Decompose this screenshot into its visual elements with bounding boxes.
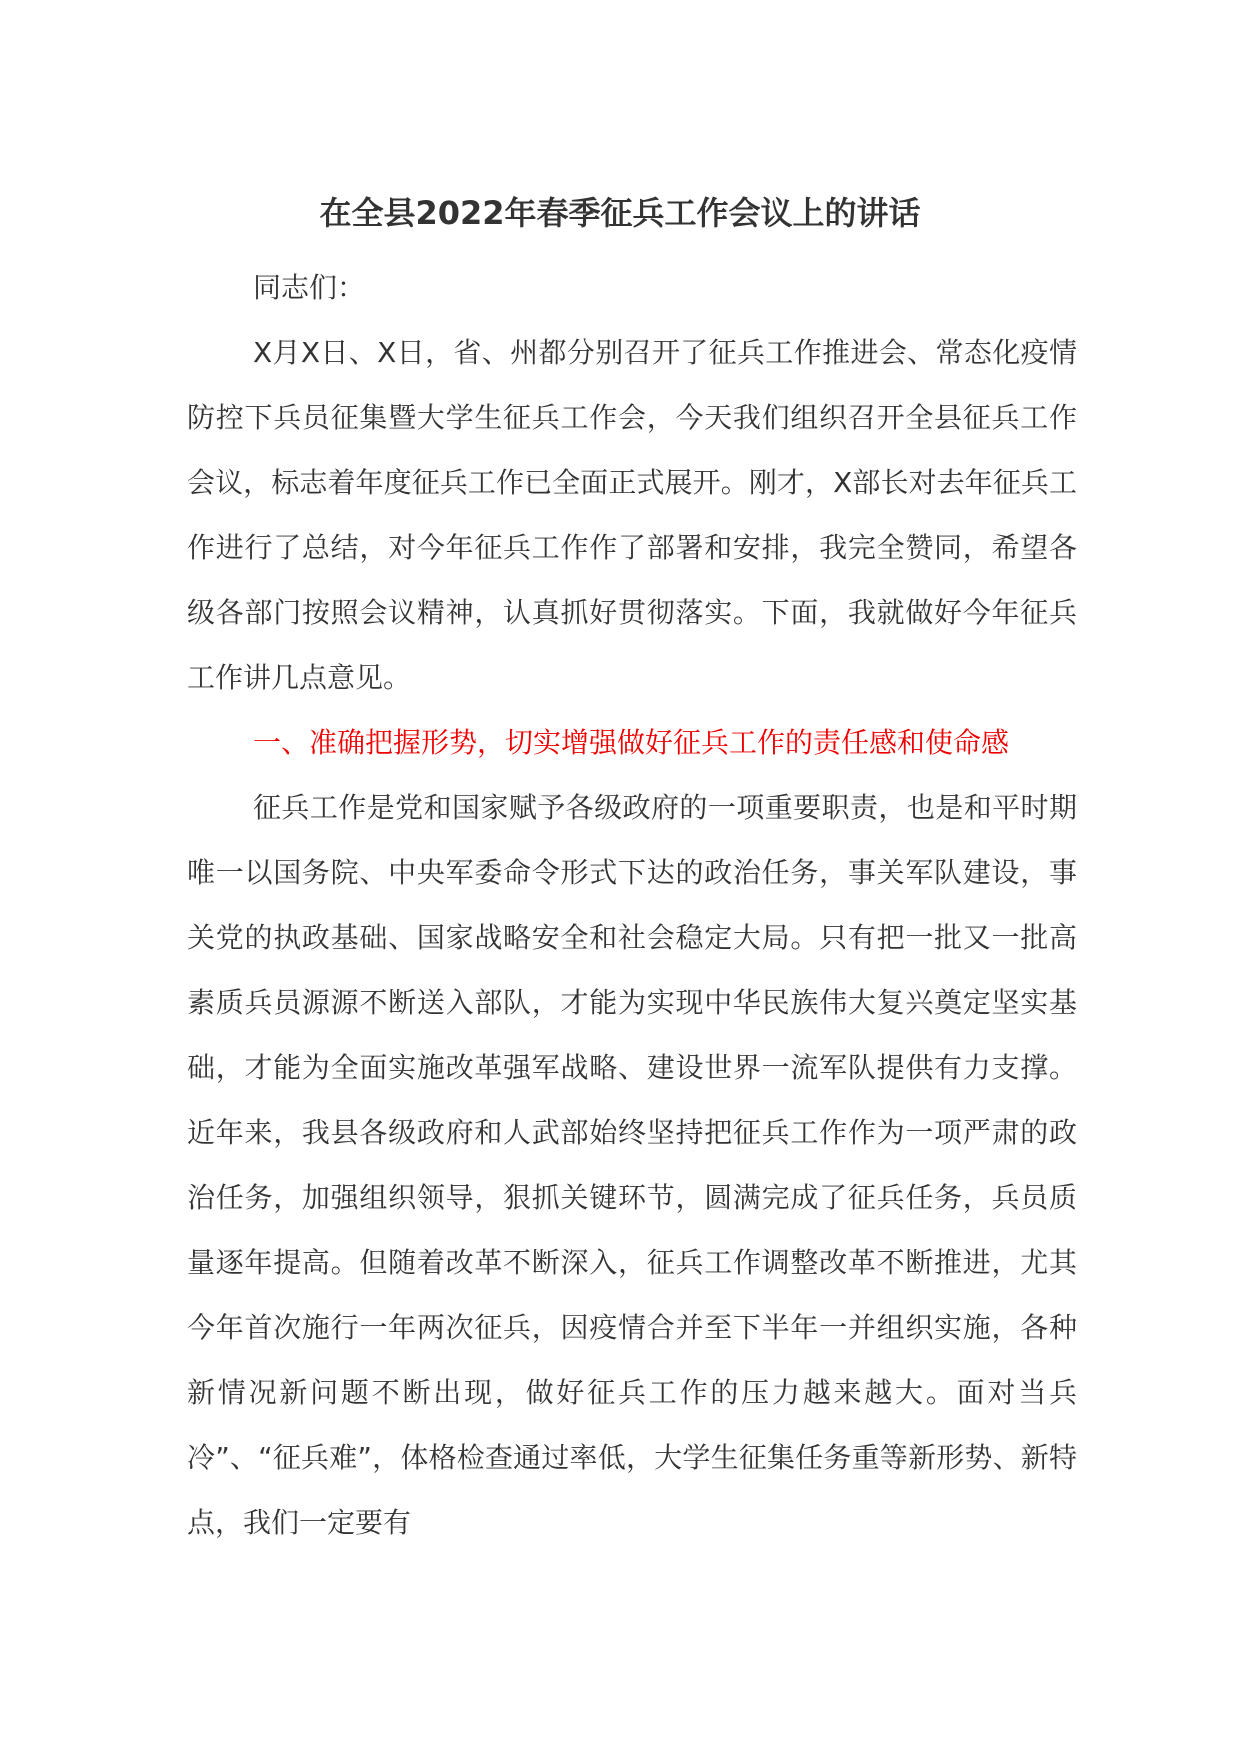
section-paragraph: 征兵工作是党和国家赋予各级政府的一项重要职责，也是和平时期唯一以国务院、中央军委命令形式下达的政治任务，事关军队建设，事关党的执政基础、国家战略安全和社会稳定大局。只有把一批又一批高素质兵员源源不断送入部队，才能为实现中华民族伟大复兴奠定坚实基础，才能为全面实施改革强军战略、建设世界一流军队提供有力支撑。近年来，我县各级政府和人武部始终坚持把征兵工作作为一项严肃的政治任务，加强组织领导，狠抓关键环节，圆满完成了征兵任务，兵员质量逐年提高。但随着改革不断深入，征兵工作调整改革不断推进，尤其今年首次施行一年两次征兵，因疫情合并至下半年一并组织实施，各种新情况新问题不断出现，做好征兵工作的压力越来越大。面对当兵冷”、“征兵难”，体格检查通过率低，大学生征集任务重等新形势、新特点，我们一定要有 bbox=[187, 791, 1077, 1539]
document-body bbox=[187, 255, 1077, 1555]
intro-paragraph: X月X日、X日，省、州都分别召开了征兵工作推进会、常态化疫情防控下兵员征集暨大学生征兵工作会，今天我们组织召开全县征兵工作会议，标志着年度征兵工作已全面正式展开。刚才，X部长对去年征兵工作进行了总结，对今年征兵工作作了部署和安排，我完全赞同，希望各级各部门按照会议精神，认真抓好贯彻落实。下面，我就做好今年征兵工作讲几点意见。 bbox=[187, 336, 1077, 694]
salutation: 同志们： bbox=[253, 271, 366, 304]
document-title: 在全县2022年春季征兵工作会议上的讲话 bbox=[319, 194, 921, 232]
section-heading: 一、准确把握形势，切实增强做好征兵工作的责任感和使命感 bbox=[253, 726, 1010, 759]
